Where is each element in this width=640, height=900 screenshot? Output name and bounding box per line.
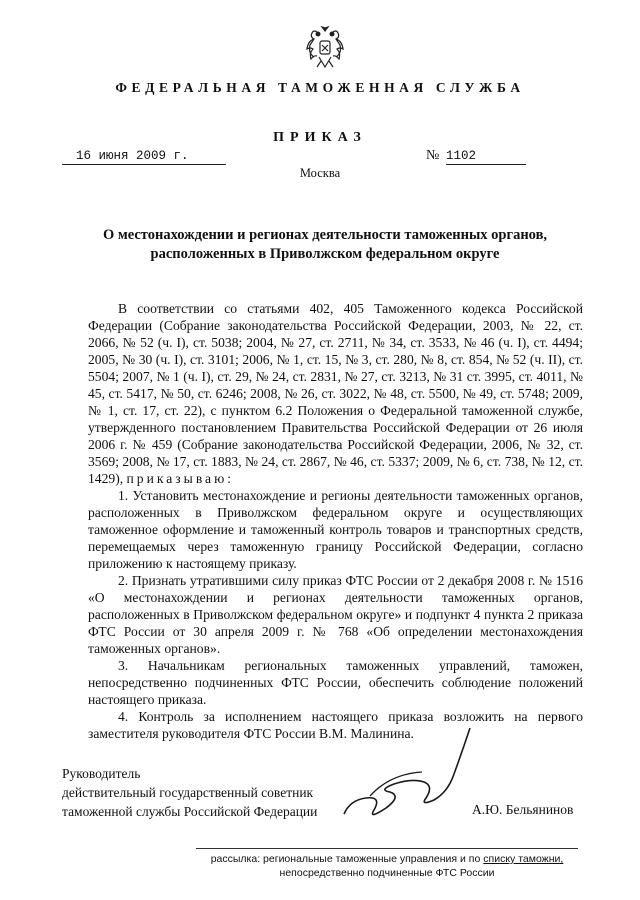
document-type: ПРИКАЗ xyxy=(273,130,367,145)
signatory-line: действительный государственный советник xyxy=(62,785,314,800)
subject-line: О местонахождении и регионах деятельности таможенных органов, xyxy=(102,227,548,243)
distribution-text: рассылка: региональные таможенные управления и по xyxy=(210,853,484,865)
distribution-line xyxy=(196,852,578,866)
subject-line: расположенных в Приволжском федеральном округе xyxy=(150,246,500,262)
signatory-name: А.Ю. Бельянинов xyxy=(472,802,574,817)
signatory-title xyxy=(62,764,317,821)
order-item: 3. Начальникам региональных таможенных управлений, таможен, непосредственно подчиненных ФТС России, обеспечить соблюдение положений настоящего приказа. xyxy=(88,658,583,707)
preamble-paragraph xyxy=(88,300,583,487)
order-number: 1102 xyxy=(446,149,526,165)
order-date: 16 июня 2009 г. xyxy=(62,149,226,165)
distribution-list xyxy=(196,848,578,880)
agency-name: ФЕДЕРАЛЬНАЯ ТАМОЖЕННАЯ СЛУЖБА xyxy=(115,80,525,95)
order-word: приказываю: xyxy=(126,471,235,486)
order-body xyxy=(88,300,583,742)
signatory-line: Руководитель xyxy=(62,766,141,781)
order-item: 2. Признать утратившими силу приказ ФТС России от 2 декабря 2008 г. № 1516 «О местонахождении и регионах деятельности таможенных органов, расположенных в Приволжском федеральном округе» и подпункт 4 пункта 2 приказа ФТС России от 30 апреля 2009 г. № 768 «Об определении местонахождения таможенных органов». xyxy=(88,573,583,656)
preamble-text: В соответствии со статьями 402, 405 Таможенного кодекса Российской Федерации (Собрание законодательства Российской Федерации, 2003, № 22, ст. 2066, № 52 (ч. I), ст. 5038; 2004, № 27, ст. 2711, № 34, ст. 3533, № 46 (ч. I), ст. 4494; 2005, № 30 (ч. I), ст. 3101; 2006, № 1, ст. 15, № 3, ст. 280, № 8, ст. 854, № 52 (ч. II), ст. 5504; 2007, № 1 (ч. I), ст. 29, № 24, ст. 2831, № 27, ст. 3213, № 31 ст. 3995, ст. 4011, № 45, ст. 5417, № 50, ст. 6246; 2008, № 26, ст. 3022, № 48, ст. 5500, № 49, ст. 5748; 2009, № 1, ст. 17, ст. 22), с пунктом 6.2 Положения о Федеральной таможенной службе, утвержденного постановлением Правительства Российской Федерации от 26 июля 2006 г. № 459 (Собрание законодательства Российской Федерации, 2006, № 32, ст. 3569; 2008, № 17, ст. 1883, № 24, ст. 2867, № 46, ст. 5337; 2009, № 6, ст. 738, № 12, ст. 1429), xyxy=(88,301,583,486)
distribution-link[interactable]: списку таможни, xyxy=(483,853,564,865)
coat-of-arms-icon xyxy=(304,25,346,71)
number-sign: № xyxy=(426,148,440,163)
signatory-line: таможенной службы Российской Федерации xyxy=(62,804,318,819)
order-subject xyxy=(90,226,560,264)
order-item: 1. Установить местонахождение и регионы деятельности таможенных органов, расположенных в Приволжском федеральном округе и осуществляющих таможенное оформление и таможенный контроль товаров и транспортных средств, перемещаемых через таможенную границу Российской Федерации, согласно приложению к настоящему приказу. xyxy=(88,488,583,571)
distribution-line: непосредственно подчиненные ФТС России xyxy=(279,867,495,879)
handwritten-signature xyxy=(330,714,490,824)
city: Москва xyxy=(299,166,341,180)
order-item: 4. Контроль за исполнением настоящего приказа возложить на первого заместителя руководителя ФТС России В.М. Малинина. xyxy=(88,709,583,741)
